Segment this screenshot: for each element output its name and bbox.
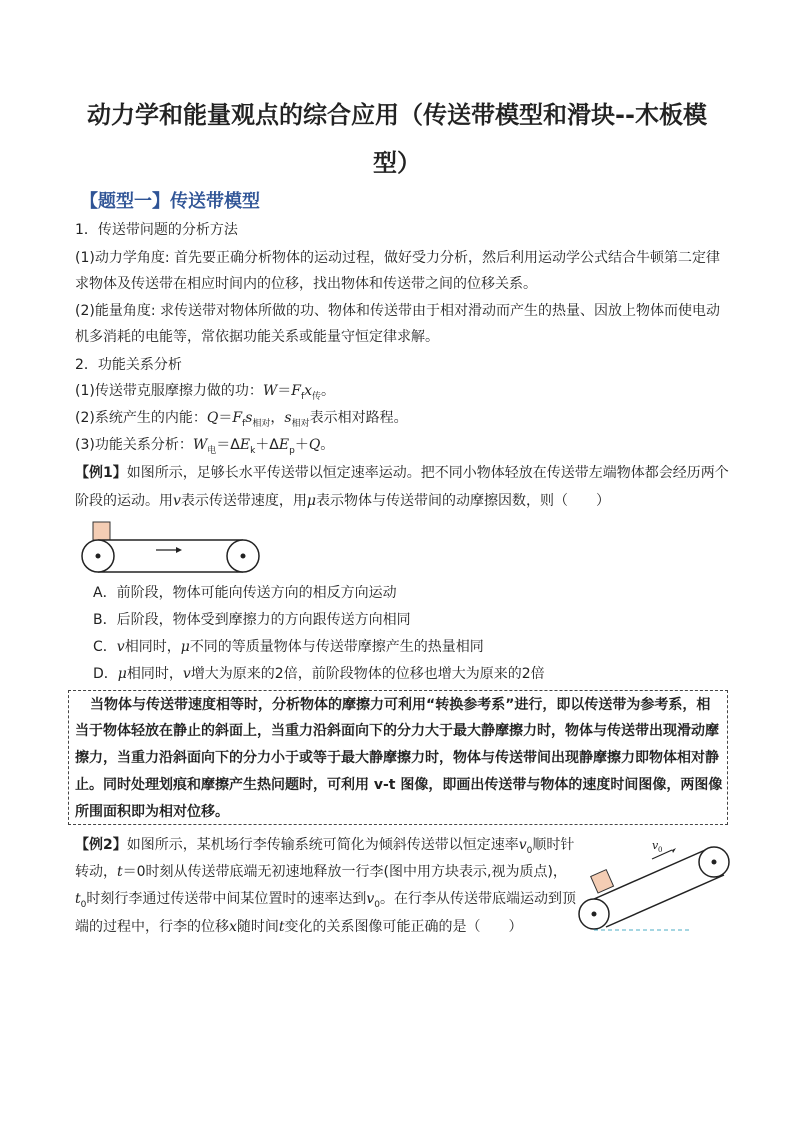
- page-title-line-1: 动力学和能量观点的综合应用（传送带模型和滑块--木板模: [87, 101, 707, 129]
- tip-line-4: 止。同时处理划痕和摩擦产生热问题时，可利用 v-t 图像，即画出传送带与物体的速度时间图像，两图像: [75, 777, 723, 793]
- block-icon: [93, 522, 110, 540]
- inclined-conveyor-figure: [572, 832, 772, 947]
- option-c: C．v相同时，μ不同的等质量物体与传送带摩擦产生的热量相同: [93, 639, 484, 655]
- tip-line-2: 当于物体轻放在静止的斜面上，当重力沿斜面向下的分力大于最大静摩擦力时，物体与传送带出现滑动摩: [75, 723, 719, 739]
- tip-line-1: 当物体与传送带速度相等时，分析物体的摩擦力可利用“转换参考系”进行，即以传送带为参考系，相: [90, 697, 711, 713]
- subsection-energy-relations: 2．功能关系分析: [75, 357, 182, 373]
- option-a: A．前阶段，物体可能向传送方向的相反方向运动: [93, 585, 397, 601]
- formula-work: (1)传送带克服摩擦力做的功：$W=F_fx_传$。: [75, 383, 336, 402]
- section-heading: 【题型一】传送带模型: [80, 191, 260, 212]
- option-b: B．后阶段，物体受到摩擦力的方向跟传送方向相同: [93, 612, 411, 628]
- page-title-line-2: 型）: [373, 149, 421, 177]
- formula-heat: (2)系统产生的内能：$Q=F_fs_{相对}$，$s_{相对}$表示相对路程。: [75, 410, 408, 429]
- example-1-text-1: 【例1】如图所示，足够长水平传送带以恒定速率运动。把不同小物体轻放在传送带左端物体都会经历两个: [75, 465, 729, 481]
- formula-energy: (3)功能关系分析：$W_电=\Delta E_k+\Delta E_p+Q$。: [75, 437, 335, 456]
- velocity-label: v: [652, 839, 659, 852]
- option-d: D．μ相同时，v增大为原来的2倍，前阶段物体的位移也增大为原来的2倍: [93, 666, 545, 682]
- paragraph-energy-2: 机多消耗的电能等，常依据功能关系或能量守恒定律求解。: [75, 329, 439, 345]
- example-2-text-1: 【例2】如图所示，某机场行李传输系统可简化为倾斜传送带以恒定速率$v_0$顺时针: [75, 837, 575, 856]
- tip-line-3: 擦力，当重力沿斜面向下的分力小于或等于最大静摩擦力时，物体与传送带间出现静摩擦力即物体相对静: [75, 750, 719, 766]
- example-2-text-3: $t_0$时刻行李通过传送带中间某位置时的速率达到$v_0$。在行李从传送带底端运动到顶: [75, 891, 577, 910]
- paragraph-dynamics-1: (1)动力学角度: 首先要正确分析物体的运动过程，做好受力分析，然后利用运动学公式结合牛顿第二定律: [75, 250, 720, 266]
- example-2-text-2: 转动，t＝0时刻从传送带底端无初速地释放一行李(图中用方块表示,视为质点)，: [75, 864, 567, 880]
- example-1-text-2: 阶段的运动。用v表示传送带速度，用μ表示物体与传送带间的动摩擦因数，则（ ）: [75, 493, 611, 509]
- horizontal-conveyor-figure: [78, 520, 268, 580]
- paragraph-energy-1: (2)能量角度: 求传送带对物体所做的功、物体和传送带由于相对滑动而产生的热量、因放上物体而使电动: [75, 303, 720, 319]
- velocity-subscript: 0: [658, 846, 663, 854]
- paragraph-dynamics-2: 求物体及传送带在相应时间内的位移，找出物体和传送带之间的位移关系。: [75, 276, 537, 292]
- tip-line-5: 所围面积即为相对位移。: [75, 804, 229, 820]
- example-2-text-4: 端的过程中，行李的位移x随时间t变化的关系图像可能正确的是（ ）: [75, 919, 523, 935]
- luggage-block-icon: [591, 870, 614, 893]
- subsection-analysis-methods: 1．传送带问题的分析方法: [75, 222, 238, 238]
